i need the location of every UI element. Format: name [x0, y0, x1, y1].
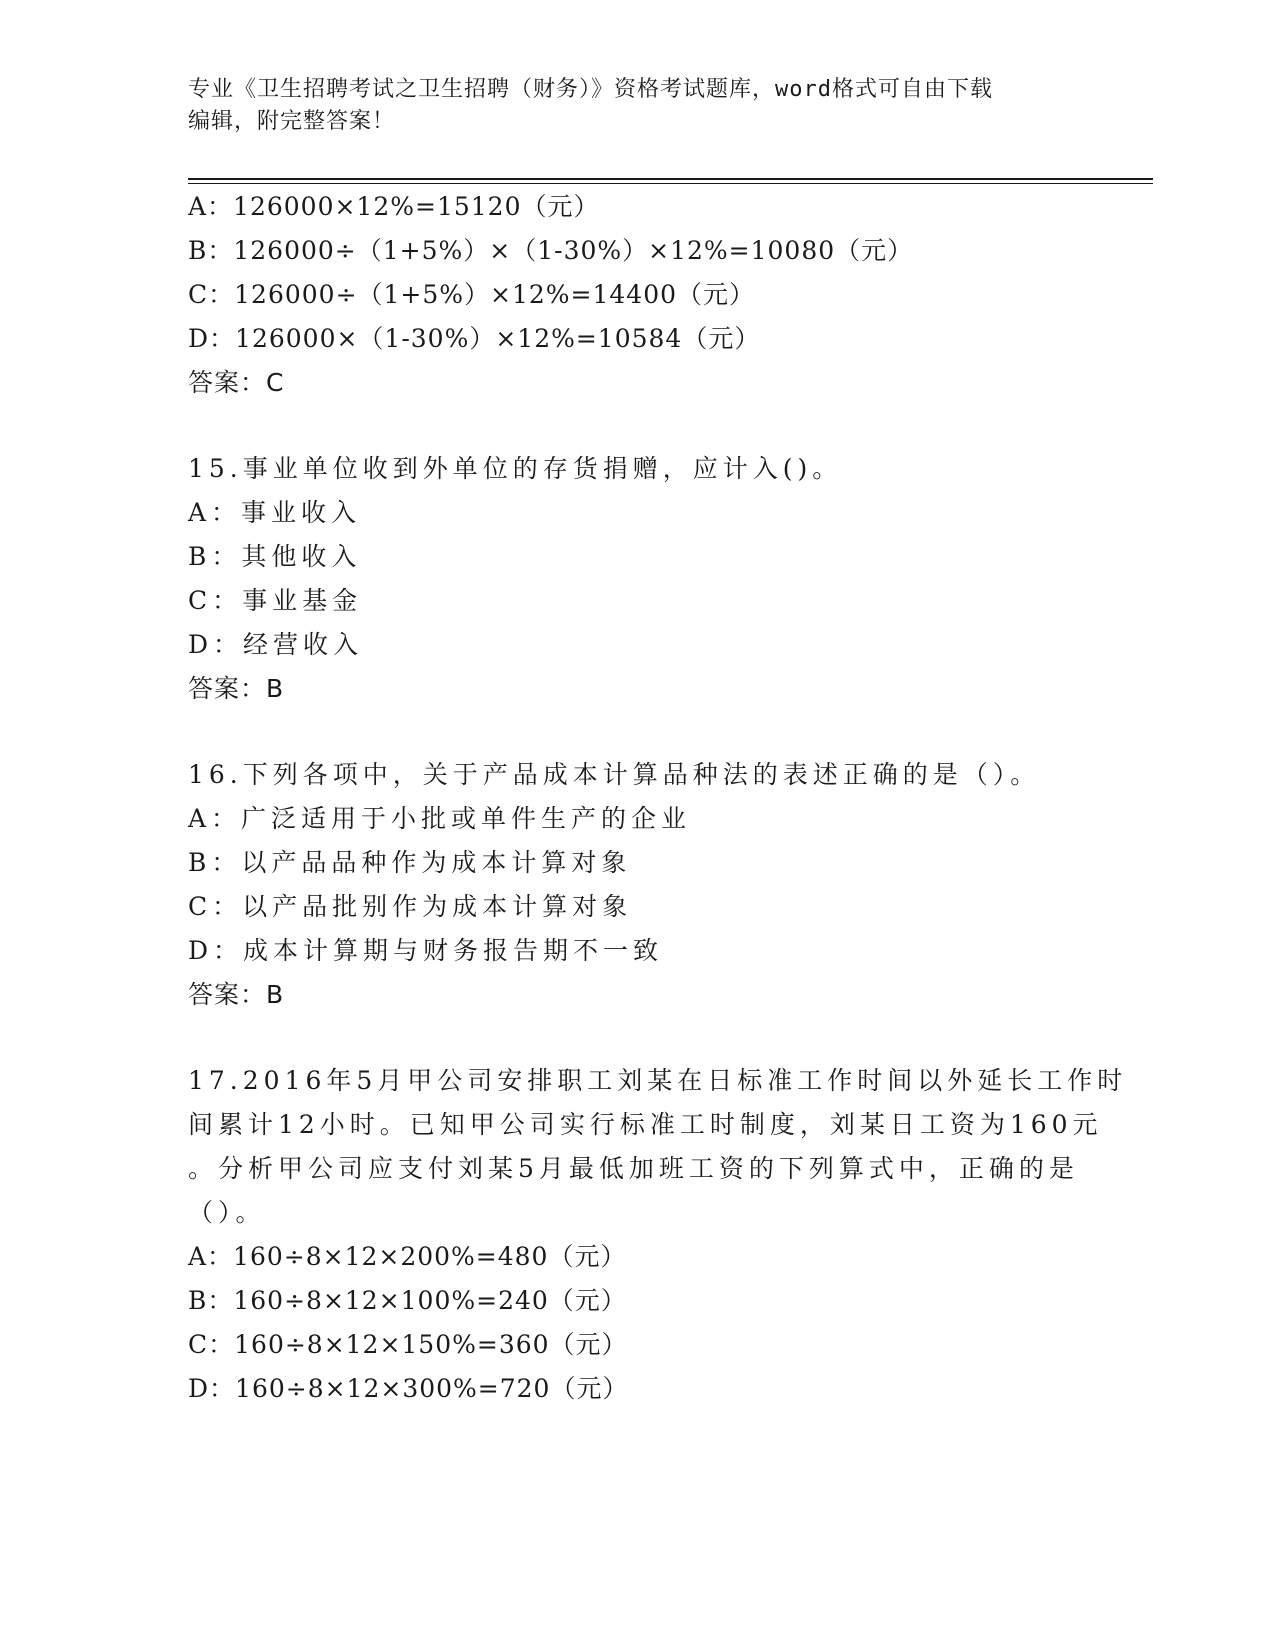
q14-option-d: D：126000×（1-30%）×12%=10584（元）	[188, 324, 761, 353]
q17-option-c: C：160÷8×12×150%=360（元）	[188, 1330, 628, 1359]
q16-option-b: B：以产品品种作为成本计算对象	[188, 848, 632, 877]
q17-option-b: B：160÷8×12×100%=240（元）	[188, 1286, 627, 1315]
q15-answer: 答案：B	[188, 674, 285, 703]
q17-option-a: A：160÷8×12×200%=480（元）	[188, 1242, 627, 1271]
q15-option-d: D：经营收入	[188, 630, 364, 659]
q17-option-d: D：160÷8×12×300%=720（元）	[188, 1374, 629, 1403]
q15-stem: 15.事业单位收到外单位的存货捐赠，应计入()。	[188, 454, 843, 483]
q17-stem-line-2: 间累计12小时。已知甲公司实行标准工时制度，刘某日工资为160元	[188, 1110, 1103, 1139]
document-header	[188, 74, 1088, 138]
q16-stem: 16.下列各项中，关于产品成本计算品种法的表述正确的是（）。	[188, 760, 1041, 789]
q14-answer: 答案：C	[188, 368, 285, 397]
q15-option-c: C：事业基金	[188, 586, 363, 615]
header-line-2: 编辑，附完整答案！	[188, 109, 396, 134]
q14-option-a: A：126000×12%=15120（元）	[188, 192, 600, 221]
q17-stem-line-3: 。分析甲公司应支付刘某5月最低加班工资的下列算式中，正确的是	[188, 1154, 1079, 1183]
q14-option-c: C：126000÷（1+5%）×12%=14400（元）	[188, 280, 756, 309]
header-divider-thin	[188, 183, 1153, 184]
q16-option-a: A：广泛适用于小批或单件生产的企业	[188, 804, 692, 833]
q15-option-a: A：事业收入	[188, 498, 362, 527]
header-divider-thick	[188, 178, 1153, 180]
header-line-1: 专业《卫生招聘考试之卫生招聘（财务）》资格考试题库，word格式可自由下载	[188, 77, 993, 102]
q16-option-d: D：成本计算期与财务报告期不一致	[188, 936, 664, 965]
q16-answer: 答案：B	[188, 980, 285, 1009]
q15-option-b: B：其他收入	[188, 542, 362, 571]
q16-option-c: C：以产品批别作为成本计算对象	[188, 892, 633, 921]
q14-option-b: B：126000÷（1+5%）×（1-30%）×12%=10080（元）	[188, 236, 914, 265]
q17-stem-line-4: （）。	[188, 1198, 266, 1227]
q17-stem-line-1: 17.2016年5月甲公司安排职工刘某在日标准工作时间以外延长工作时	[188, 1066, 1128, 1095]
